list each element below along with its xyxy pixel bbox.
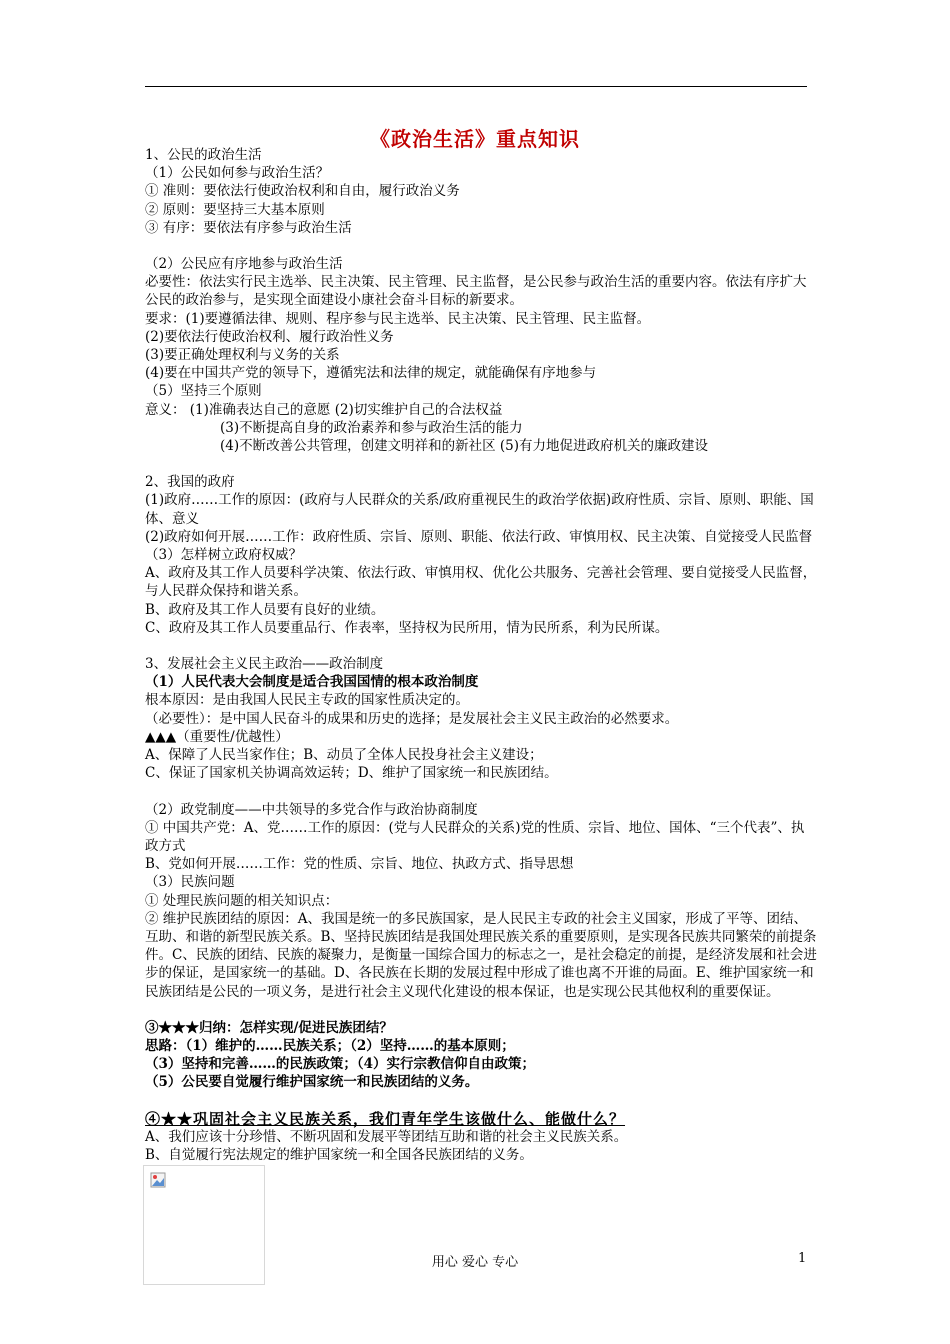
line-1: 1、公民的政治生活 [145, 147, 262, 163]
line-2: （1）公民如何参与政治生活？ [145, 165, 330, 182]
line-14: 意义： (1)准确表达自己的意愿 (2)切实维护自己的合法权益 [145, 401, 503, 418]
line-29: （必要性）：是中国人民奋斗的成果和历史的选择；是发展社会主义民主政治的必然要求。 [145, 710, 679, 727]
line-16: (4)不断改善公共管理，创建文明祥和的新社区 (5)有力地促进政府机关的廉政建设 [220, 438, 709, 455]
spacer [145, 1001, 817, 1019]
line-23: B、政府及其工作人员要有良好的业绩。 [145, 601, 385, 618]
line-15: (3)不断提高自身的政治素养和参与政治生活的能力 [220, 419, 523, 436]
line-18: 2、我国的政府 [145, 474, 235, 491]
line-28: 根本原因：是由我国人民民主专政的国家性质决定的。 [145, 692, 469, 709]
line-46: ④★★巩固社会主义民族关系，我们青年学生该做什么、能做什么？ [145, 1109, 626, 1128]
spacer [145, 1092, 817, 1110]
line-10: (2)要依法行使政治权利、履行政治性义务 [145, 328, 394, 345]
line-35: ① 中国共产党：A、党……工作的原因：(党与人民群众的关系)党的性质、宗旨、地位、国体、“三个代表”、执政方式 [145, 819, 805, 854]
line-44: （5）公民要自觉履行维护国家统一和民族团结的义务。 [145, 1074, 479, 1091]
spacer [145, 783, 817, 801]
line-24: C、政府及其工作人员要重品行、作表率，坚持权为民所用，情为民所系，利为民所谋。 [145, 619, 669, 636]
broken-image-icon [150, 1172, 166, 1188]
line-47: A、我们应该十分珍惜、不断巩固和发展平等团结互助和谐的社会主义民族关系。 [145, 1128, 628, 1145]
line-19: (1)政府……工作的原因：(政府与人民群众的关系/政府重视民生的政治学依据)政府性质、宗旨、原则、职能、国体、意义 [145, 492, 814, 527]
line-43: （3）坚持和完善……的民族政策；（4）实行宗教信仰自由政策； [145, 1056, 536, 1073]
line-20: (2)政府如何开展……工作：政府性质、宗旨、原则、职能、依法行政、审慎用权、民主决策、自觉接受人民监督 [145, 528, 813, 545]
line-30: ▲▲▲（重要性/优越性） [145, 728, 289, 745]
page-number: 1 [798, 1251, 807, 1266]
line-13: （5）坚持三个原则 [145, 383, 262, 400]
line-31: A、保障了人民当家作住；B、动员了全体人民投身社会主义建设； [145, 747, 543, 764]
line-37: （3）民族问题 [145, 874, 235, 891]
line-21: （3）怎样树立政府权威？ [145, 547, 303, 564]
line-38: ① 处理民族问题的相关知识点： [145, 892, 339, 909]
line-3: ① 准则：要依法行使政治权利和自由，履行政治义务 [145, 183, 460, 200]
spacer [145, 237, 817, 255]
document-body [145, 146, 817, 1164]
footer-motto: 用心 爱心 专心 [431, 1255, 519, 1270]
spacer [145, 637, 817, 655]
spacer [145, 455, 817, 473]
line-11: (3)要正确处理权利与义务的关系 [145, 347, 340, 364]
line-5: ③ 有序：要依法有序参与政治生活 [145, 219, 352, 236]
line-34: （2）政党制度——中共领导的多党合作与政治协商制度 [145, 801, 478, 818]
line-4: ② 原则：要坚持三大基本原则 [145, 201, 325, 218]
line-36: B、党如何开展……工作：党的性质、宗旨、地位、执政方式、指导思想 [145, 856, 574, 873]
line-22: A、政府及其工作人员要科学决策、依法行政、审慎用权、优化公共服务、完善社会管理、要自觉接受人民监督，与人民群众保持和谐关系。 [145, 565, 817, 600]
line-42: 思路：（1）维护的……民族关系；（2）坚持……的基本原则； [145, 1037, 515, 1054]
line-26: 3、发展社会主义民主政治——政治制度 [145, 656, 384, 673]
line-48: B、自觉履行宪法规定的维护国家统一和全国各民族团结的义务。 [145, 1146, 533, 1163]
line-27: （1）人民代表大会制度是适合我国国情的根本政治制度 [145, 674, 479, 691]
line-12: (4)要在中国共产党的领导下，遵循宪法和法律的规定，就能确保有序地参与 [145, 365, 597, 382]
header-rule [145, 86, 807, 87]
line-39: ② 维护民族团结的原因：A、我国是统一的多民族国家，是人民民主专政的社会主义国家，形成了平等、团结、互助、和谐的新型民族关系。B、坚持民族团结是我国处理民族关系的重要原则，是实现各民族共同繁荣的前提条件。C、民族的团结、民族的凝聚力，是衡量一国综合国力的标志之一，是社会稳定的前提，是经济发展和社会进步的保证，是国家统一的基础。D、各民族在长期的发展过程中形成了谁也离不开谁的局面。E、维护国家统一和民族团结是公民的一项义务，是进行社会主义现代化建设的根本保证，也是实现公民其他权利的重要保证。 [145, 910, 817, 1000]
line-7: （2）公民应有序地参与政治生活 [145, 256, 343, 273]
line-8: 必要性：依法实行民主选举、民主决策、民主管理、民主监督，是公民参与政治生活的重要内容。依法有序扩大公民的政治参与，是实现全面建设小康社会奋斗目标的新要求。 [145, 274, 807, 309]
line-32: C、保证了国家机关协调高效运转；D、维护了国家统一和民族团结。 [145, 765, 558, 782]
line-9: 要求：(1)要遵循法律、规则、程序参与民主选举、民主决策、民主管理、民主监督。 [145, 310, 651, 327]
document-title: 《政治生活》重点知识 [370, 127, 580, 151]
line-41: ③★★★归纳：怎样实现/促进民族团结？ [145, 1019, 393, 1036]
